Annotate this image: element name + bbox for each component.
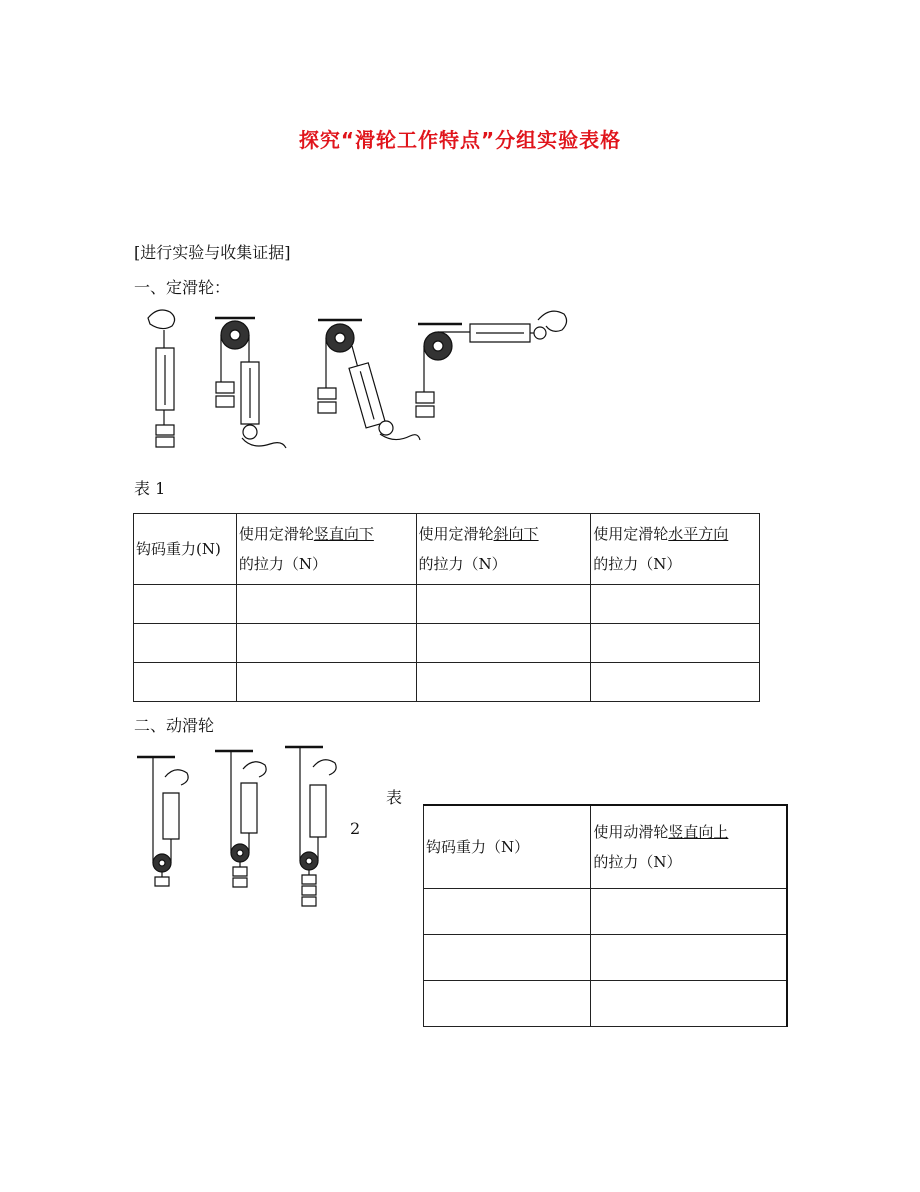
movable-pulley-setup-1 [137,757,188,886]
table-cell[interactable] [591,624,760,663]
table2-caption-num: 2 [350,819,361,838]
table-cell[interactable] [591,663,760,702]
table-cell[interactable] [134,624,237,663]
movable-pulley-setup-3 [285,747,336,906]
header-cell [591,805,787,888]
section2-heading: 二、动滑轮 [134,716,215,735]
table-cell[interactable] [591,980,787,1026]
table-cell[interactable] [236,624,416,663]
header-text: 钩码重力（N） [426,837,530,856]
table-row [424,888,788,934]
fixed-pulley-setup-1 [148,310,175,447]
header-underlined-text: 竖直向上 [668,822,729,841]
movable-pulley-setup-2 [215,751,266,887]
page-title: 探究“滑轮工作特点”分组实验表格 [298,128,622,152]
fixed-pulley-setup-3 [318,320,420,440]
section1-heading: 一、定滑轮： [134,278,231,297]
header-text: 使用动滑轮 [593,822,669,841]
header-text: 的拉力（N） [238,555,327,573]
table-cell[interactable] [424,980,591,1026]
table-row [424,980,788,1026]
table-cell[interactable] [236,663,416,702]
header-underlined-text: 水平方向 [668,525,729,543]
table-row [134,663,760,702]
table-header-row [134,514,760,585]
header-cell [134,514,237,585]
table-cell[interactable] [591,585,760,624]
table-cell[interactable] [591,934,787,980]
table-row [134,585,760,624]
table-header-row [424,805,788,888]
table-cell[interactable] [134,585,237,624]
fixed-pulley-table [133,513,760,702]
fixed-pulley-setup-4 [416,311,567,417]
table-cell[interactable] [416,663,591,702]
header-text: 的拉力（N） [418,555,507,573]
table-cell[interactable] [134,663,237,702]
header-text: 的拉力（N） [593,555,682,573]
header-text: 使用定滑轮 [593,525,669,543]
table-cell[interactable] [416,585,591,624]
header-text: 使用定滑轮 [238,525,314,543]
header-text: 的拉力（N） [593,852,682,871]
fixed-pulley-figure [130,300,590,465]
header-cell [416,514,591,585]
header-cell [424,805,591,888]
table-cell[interactable] [424,888,591,934]
fixed-pulley-setup-2 [215,318,286,448]
table-row [424,934,788,980]
table-row [134,624,760,663]
header-cell [236,514,416,585]
header-cell [591,514,760,585]
table1-caption: 表 1 [134,479,166,498]
movable-pulley-table [423,804,788,1027]
table2-caption-char: 表 [386,788,403,807]
table-cell[interactable] [416,624,591,663]
section-header: [进行实验与收集证据] [134,243,291,262]
header-text: 钩码重力(N) [136,540,221,558]
movable-pulley-figure [135,745,335,910]
header-underlined-text: 竖直向下 [313,525,374,543]
header-underlined-text: 斜向下 [493,525,539,543]
header-text: 使用定滑轮 [418,525,494,543]
table-cell[interactable] [424,934,591,980]
table-cell[interactable] [236,585,416,624]
table-cell[interactable] [591,888,787,934]
